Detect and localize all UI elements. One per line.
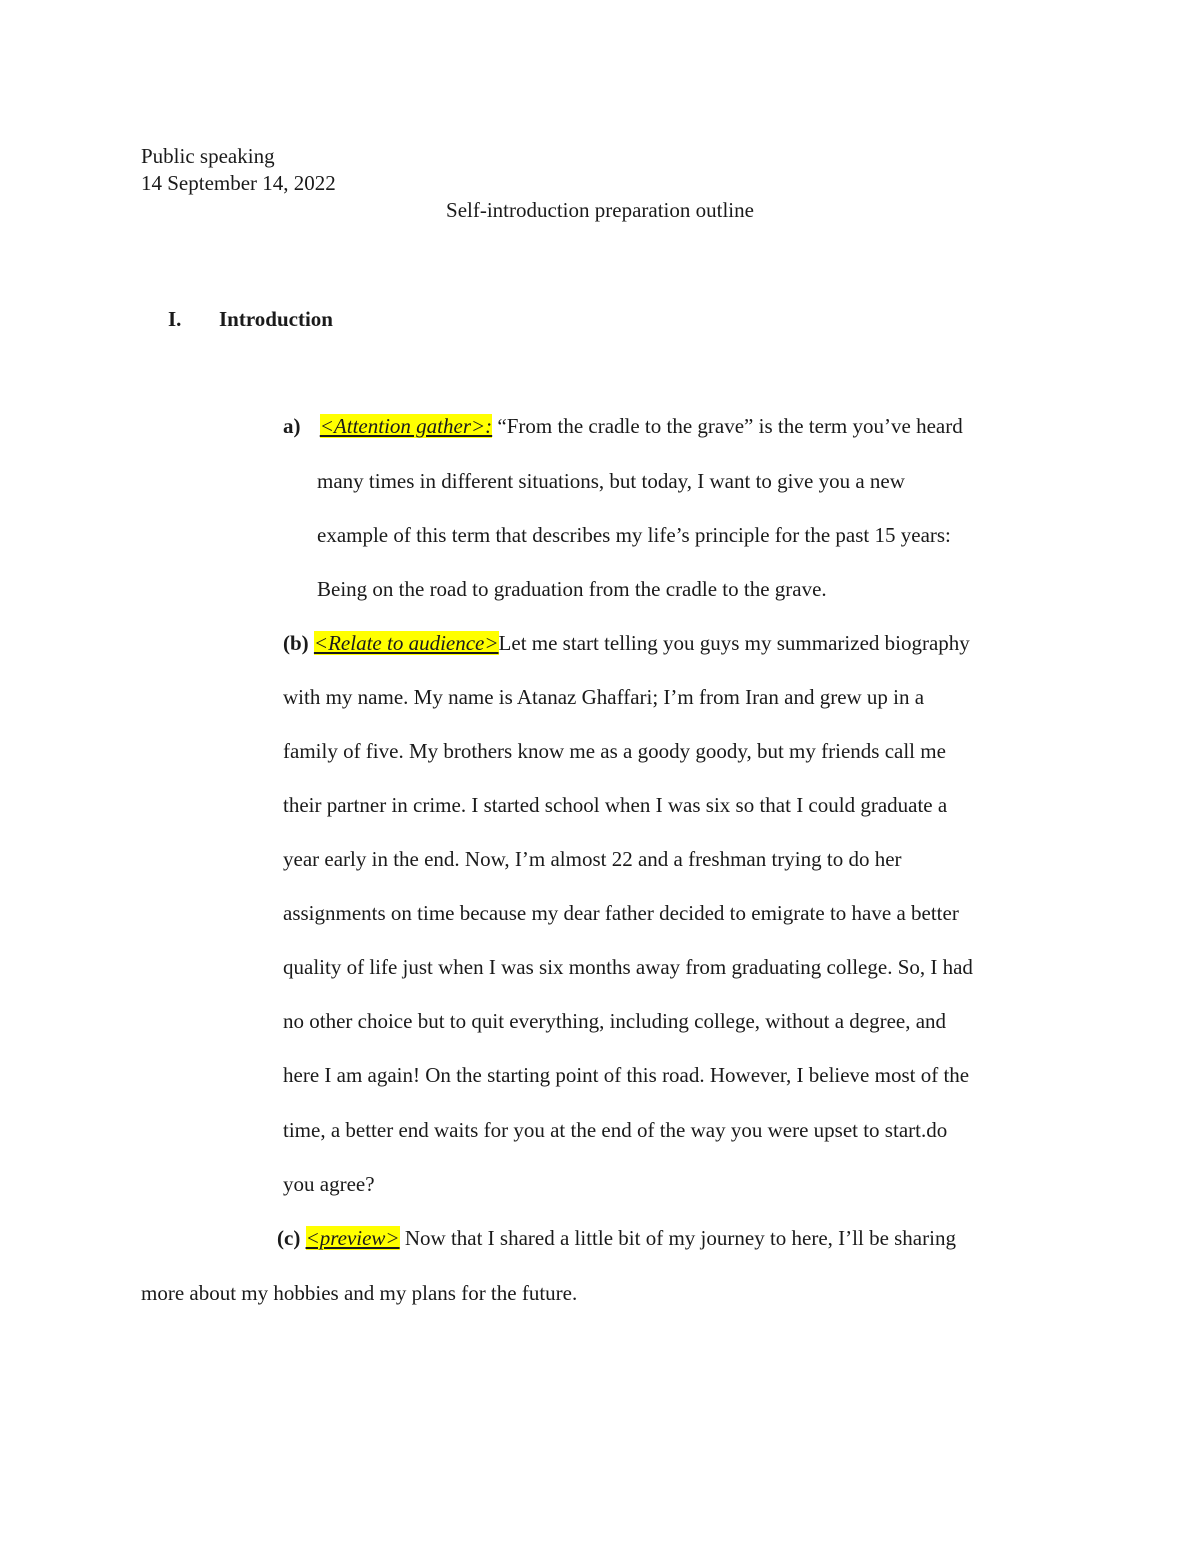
document-title: Self-introduction preparation outline (446, 198, 754, 222)
course-name: Public speaking (141, 144, 275, 168)
item-a-label: a) (283, 414, 301, 438)
item-a-line-4: Being on the road to graduation from the cradle to the grave. (317, 577, 827, 601)
item-b-line-9: here I am again! On the starting point of this road. However, I believe most of the (283, 1063, 970, 1087)
section-number: I. (168, 307, 182, 331)
item-b-line-6: assignments on time because my dear father decided to emigrate to have a better (283, 901, 959, 925)
document-date: 14 September 14, 2022 (141, 171, 336, 195)
item-b-line-8: no other choice but to quit everything, including college, without a degree, and (283, 1009, 947, 1033)
section-title: Introduction (219, 307, 333, 331)
item-a-line-2: many times in different situations, but today, I want to give you a new (317, 469, 905, 493)
item-c-line-2: more about my hobbies and my plans for the future. (141, 1281, 578, 1305)
item-b-line-1: Let me start telling you guys my summarized biography (498, 631, 970, 655)
item-b-first-line (283, 633, 970, 654)
item-b-line-2: with my name. My name is Atanaz Ghaffari; I’m from Iran and grew up in a (283, 685, 925, 709)
item-a-tag: <Attention gather>: (319, 414, 493, 438)
item-a-first-line (283, 416, 963, 437)
item-b-line-3: family of five. My brothers know me as a goody goody, but my friends call me (283, 739, 946, 763)
item-b-line-4: their partner in crime. I started school when I was six so that I could graduate a (283, 793, 948, 817)
item-a-line-3: example of this term that describes my life’s principle for the past 15 years: (317, 523, 951, 547)
item-c-label: (c) (277, 1226, 301, 1250)
item-c-first-line (277, 1228, 956, 1249)
item-b-line-5: year early in the end. Now, I’m almost 22 and a freshman trying to do her (283, 847, 902, 871)
item-b-line-7: quality of life just when I was six months away from graduating college. So, I had (283, 955, 973, 979)
item-c-line-1: Now that I shared a little bit of my journey to here, I’ll be sharing (399, 1226, 956, 1250)
item-b-line-11: you agree? (283, 1172, 375, 1196)
item-b-tag: <Relate to audience> (313, 631, 499, 655)
item-c-tag: <preview> (305, 1226, 400, 1250)
item-b-line-10: time, a better end waits for you at the end of the way you were upset to start.do (283, 1118, 948, 1142)
item-b-label: (b) (283, 631, 309, 655)
item-a-line-1: “From the cradle to the grave” is the term you’ve heard (492, 414, 963, 438)
